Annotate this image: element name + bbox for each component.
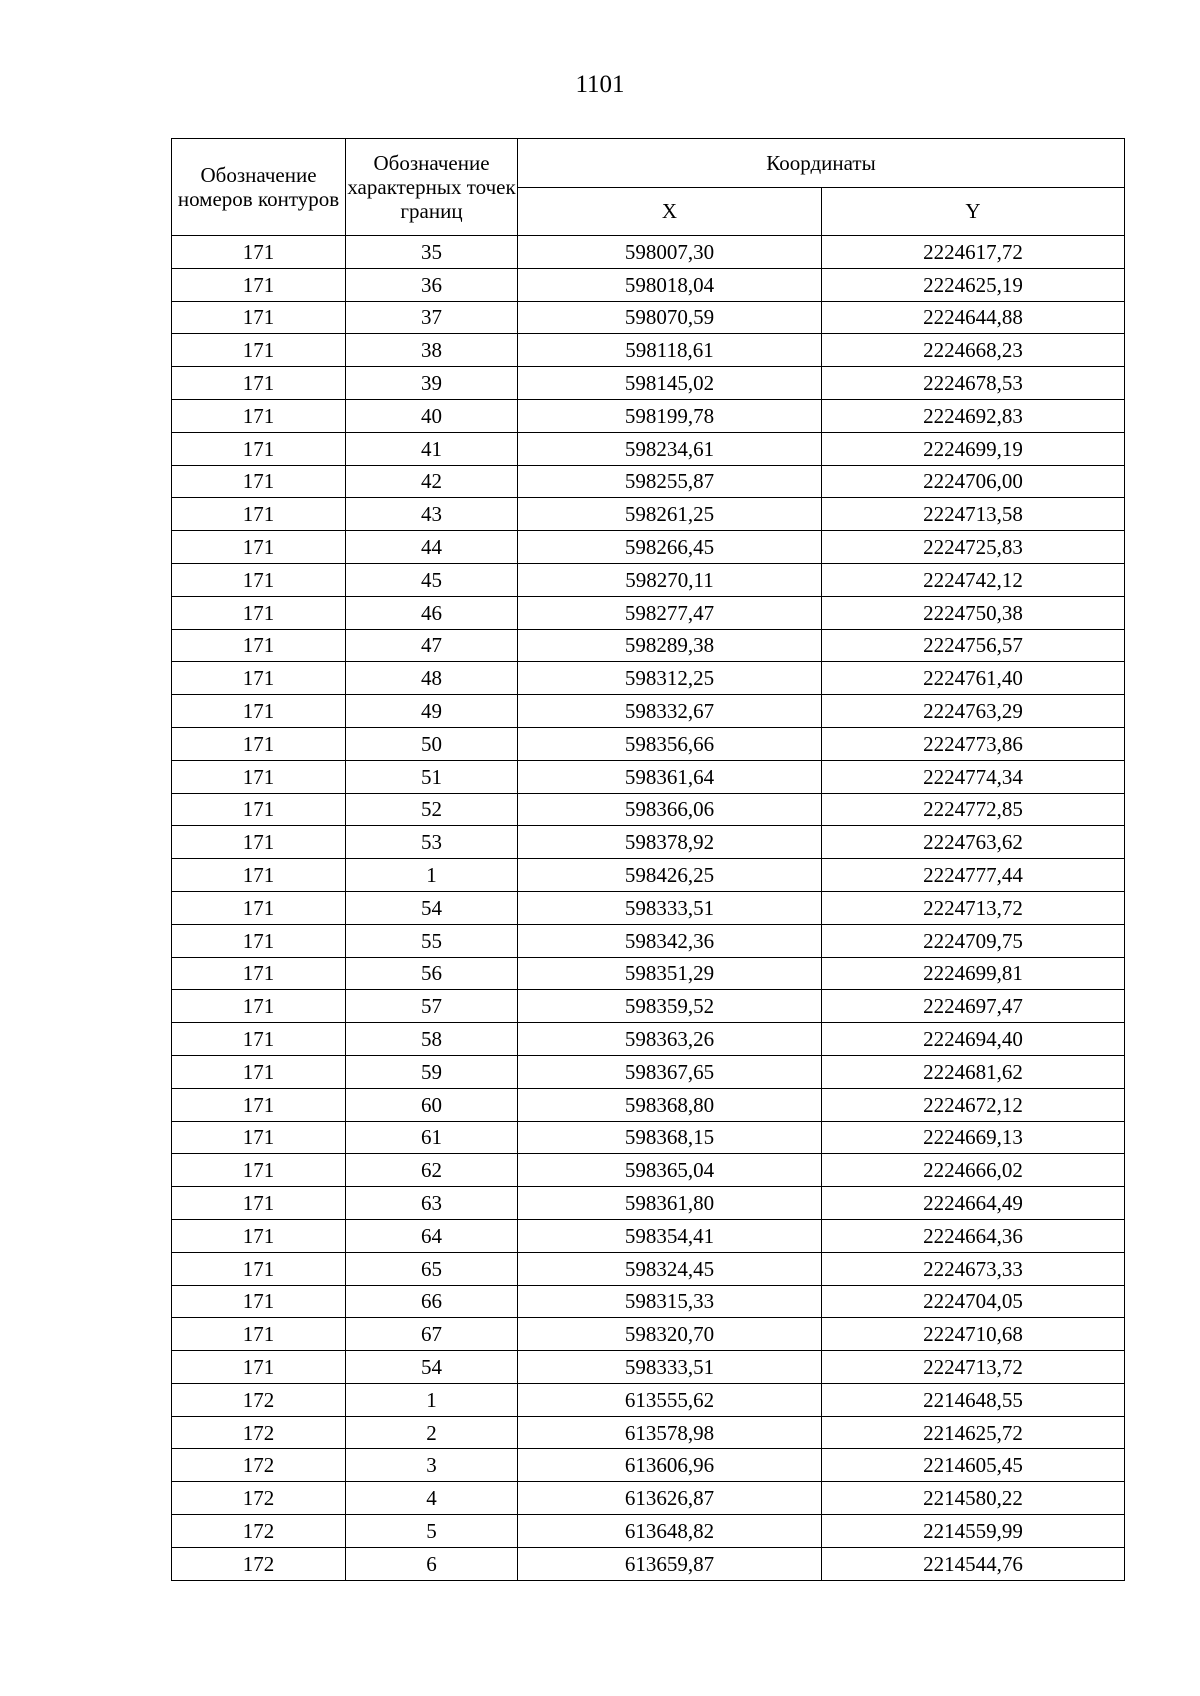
cell-x: 598363,26 [518, 1023, 822, 1056]
table-row [172, 563, 1125, 596]
cell-point: 54 [346, 891, 518, 924]
cell-point: 52 [346, 793, 518, 826]
cell-y: 2224773,86 [822, 727, 1125, 760]
cell-y: 2224742,12 [822, 563, 1125, 596]
cell-x: 598018,04 [518, 268, 822, 301]
cell-point: 59 [346, 1055, 518, 1088]
table-row [172, 1515, 1125, 1548]
cell-contour: 171 [172, 957, 346, 990]
table-row [172, 301, 1125, 334]
cell-y: 2224681,62 [822, 1055, 1125, 1088]
table-row [172, 432, 1125, 465]
cell-x: 598320,70 [518, 1318, 822, 1351]
cell-y: 2224699,81 [822, 957, 1125, 990]
cell-point: 54 [346, 1351, 518, 1384]
table-row [172, 1219, 1125, 1252]
cell-y: 2224756,57 [822, 629, 1125, 662]
cell-x: 613555,62 [518, 1383, 822, 1416]
table-row [172, 1088, 1125, 1121]
cell-y: 2224697,47 [822, 990, 1125, 1023]
cell-point: 43 [346, 498, 518, 531]
cell-x: 598342,36 [518, 924, 822, 957]
table-row [172, 1318, 1125, 1351]
cell-y: 2224706,00 [822, 465, 1125, 498]
cell-y: 2224625,19 [822, 268, 1125, 301]
cell-point: 56 [346, 957, 518, 990]
cell-contour: 171 [172, 1023, 346, 1056]
cell-point: 62 [346, 1154, 518, 1187]
cell-y: 2224672,12 [822, 1088, 1125, 1121]
cell-x: 598315,33 [518, 1285, 822, 1318]
cell-y: 2224664,49 [822, 1187, 1125, 1220]
table-row [172, 924, 1125, 957]
cell-x: 598312,25 [518, 662, 822, 695]
header-x: X [518, 187, 822, 236]
cell-y: 2214625,72 [822, 1416, 1125, 1449]
cell-x: 598354,41 [518, 1219, 822, 1252]
table-row [172, 1187, 1125, 1220]
cell-point: 55 [346, 924, 518, 957]
cell-x: 598361,80 [518, 1187, 822, 1220]
cell-point: 64 [346, 1219, 518, 1252]
cell-x: 598365,04 [518, 1154, 822, 1187]
cell-y: 2224699,19 [822, 432, 1125, 465]
cell-x: 613578,98 [518, 1416, 822, 1449]
cell-point: 65 [346, 1252, 518, 1285]
header-coordinates: Координаты [518, 139, 1125, 188]
cell-x: 598361,64 [518, 760, 822, 793]
cell-contour: 171 [172, 924, 346, 957]
cell-point: 1 [346, 1383, 518, 1416]
table-row [172, 268, 1125, 301]
table-row [172, 1055, 1125, 1088]
table-row [172, 891, 1125, 924]
cell-point: 2 [346, 1416, 518, 1449]
table-row [172, 1154, 1125, 1187]
cell-point: 39 [346, 367, 518, 400]
table-row [172, 596, 1125, 629]
cell-point: 40 [346, 399, 518, 432]
cell-contour: 171 [172, 1055, 346, 1088]
table-row [172, 1547, 1125, 1580]
cell-point: 45 [346, 563, 518, 596]
header-y: Y [822, 187, 1125, 236]
cell-point: 41 [346, 432, 518, 465]
cell-contour: 171 [172, 498, 346, 531]
cell-contour: 171 [172, 1252, 346, 1285]
cell-y: 2224763,29 [822, 695, 1125, 728]
cell-x: 598368,80 [518, 1088, 822, 1121]
cell-y: 2224761,40 [822, 662, 1125, 695]
cell-x: 598367,65 [518, 1055, 822, 1088]
cell-contour: 171 [172, 367, 346, 400]
cell-y: 2224710,68 [822, 1318, 1125, 1351]
table-body [172, 236, 1125, 1581]
cell-contour: 171 [172, 1285, 346, 1318]
cell-x: 598261,25 [518, 498, 822, 531]
cell-x: 598145,02 [518, 367, 822, 400]
cell-x: 598266,45 [518, 531, 822, 564]
table-row [172, 727, 1125, 760]
cell-y: 2224668,23 [822, 334, 1125, 367]
table-row [172, 629, 1125, 662]
cell-y: 2224772,85 [822, 793, 1125, 826]
cell-contour: 171 [172, 563, 346, 596]
cell-y: 2224709,75 [822, 924, 1125, 957]
table-header [172, 139, 1125, 236]
table-row [172, 367, 1125, 400]
cell-x: 598324,45 [518, 1252, 822, 1285]
cell-contour: 171 [172, 465, 346, 498]
cell-contour: 171 [172, 990, 346, 1023]
table-row [172, 1121, 1125, 1154]
cell-point: 60 [346, 1088, 518, 1121]
cell-contour: 171 [172, 727, 346, 760]
table-row [172, 1351, 1125, 1384]
cell-y: 2224669,13 [822, 1121, 1125, 1154]
cell-contour: 171 [172, 859, 346, 892]
cell-x: 598270,11 [518, 563, 822, 596]
cell-x: 598378,92 [518, 826, 822, 859]
cell-point: 1 [346, 859, 518, 892]
cell-y: 2224774,34 [822, 760, 1125, 793]
cell-point: 57 [346, 990, 518, 1023]
cell-contour: 171 [172, 826, 346, 859]
cell-contour: 171 [172, 629, 346, 662]
table-row [172, 1252, 1125, 1285]
cell-x: 598332,67 [518, 695, 822, 728]
cell-contour: 171 [172, 1154, 346, 1187]
cell-x: 598234,61 [518, 432, 822, 465]
table-row [172, 1023, 1125, 1056]
cell-y: 2214648,55 [822, 1383, 1125, 1416]
cell-y: 2214559,99 [822, 1515, 1125, 1548]
cell-x: 598289,38 [518, 629, 822, 662]
cell-y: 2224725,83 [822, 531, 1125, 564]
cell-y: 2224673,33 [822, 1252, 1125, 1285]
cell-contour: 171 [172, 268, 346, 301]
cell-point: 46 [346, 596, 518, 629]
cell-contour: 171 [172, 1121, 346, 1154]
cell-point: 35 [346, 236, 518, 269]
table-row [172, 662, 1125, 695]
cell-contour: 171 [172, 1351, 346, 1384]
coordinates-table [171, 138, 1125, 1581]
cell-y: 2224713,72 [822, 891, 1125, 924]
cell-contour: 171 [172, 1187, 346, 1220]
header-boundary-points: Обозначение характерных точек границ [346, 139, 518, 236]
cell-contour: 171 [172, 1318, 346, 1351]
cell-contour: 171 [172, 1088, 346, 1121]
cell-y: 2224664,36 [822, 1219, 1125, 1252]
cell-point: 67 [346, 1318, 518, 1351]
cell-x: 598277,47 [518, 596, 822, 629]
cell-contour: 172 [172, 1515, 346, 1548]
cell-contour: 171 [172, 1219, 346, 1252]
cell-point: 49 [346, 695, 518, 728]
cell-contour: 171 [172, 695, 346, 728]
cell-contour: 171 [172, 662, 346, 695]
cell-y: 2224763,62 [822, 826, 1125, 859]
cell-contour: 171 [172, 891, 346, 924]
cell-point: 4 [346, 1482, 518, 1515]
table-row [172, 1482, 1125, 1515]
table-row [172, 695, 1125, 728]
cell-y: 2224713,72 [822, 1351, 1125, 1384]
cell-point: 44 [346, 531, 518, 564]
table-row [172, 990, 1125, 1023]
cell-point: 36 [346, 268, 518, 301]
cell-x: 598359,52 [518, 990, 822, 1023]
table-row [172, 465, 1125, 498]
cell-point: 48 [346, 662, 518, 695]
cell-x: 613648,82 [518, 1515, 822, 1548]
table-row [172, 957, 1125, 990]
cell-x: 598368,15 [518, 1121, 822, 1154]
cell-contour: 172 [172, 1547, 346, 1580]
cell-x: 598118,61 [518, 334, 822, 367]
cell-point: 5 [346, 1515, 518, 1548]
cell-contour: 171 [172, 531, 346, 564]
table-row [172, 399, 1125, 432]
table-row [172, 1449, 1125, 1482]
cell-y: 2224666,02 [822, 1154, 1125, 1187]
cell-x: 598426,25 [518, 859, 822, 892]
cell-x: 598070,59 [518, 301, 822, 334]
cell-y: 2214544,76 [822, 1547, 1125, 1580]
table-row [172, 1383, 1125, 1416]
cell-contour: 171 [172, 760, 346, 793]
cell-y: 2214605,45 [822, 1449, 1125, 1482]
cell-x: 598199,78 [518, 399, 822, 432]
cell-x: 598255,87 [518, 465, 822, 498]
cell-y: 2224644,88 [822, 301, 1125, 334]
table-row [172, 236, 1125, 269]
cell-contour: 171 [172, 596, 346, 629]
cell-point: 66 [346, 1285, 518, 1318]
cell-point: 3 [346, 1449, 518, 1482]
cell-contour: 171 [172, 334, 346, 367]
cell-contour: 172 [172, 1449, 346, 1482]
table-row [172, 859, 1125, 892]
cell-contour: 171 [172, 399, 346, 432]
cell-contour: 171 [172, 236, 346, 269]
cell-y: 2224694,40 [822, 1023, 1125, 1056]
table-row [172, 334, 1125, 367]
table-row [172, 1285, 1125, 1318]
cell-y: 2224617,72 [822, 236, 1125, 269]
cell-point: 53 [346, 826, 518, 859]
cell-x: 598007,30 [518, 236, 822, 269]
cell-point: 37 [346, 301, 518, 334]
cell-contour: 172 [172, 1482, 346, 1515]
cell-point: 6 [346, 1547, 518, 1580]
table-row [172, 826, 1125, 859]
header-contour-numbers: Обозначение номеров контуров [172, 139, 346, 236]
page-number: 1101 [575, 71, 625, 98]
cell-point: 47 [346, 629, 518, 662]
cell-y: 2224713,58 [822, 498, 1125, 531]
cell-point: 51 [346, 760, 518, 793]
cell-x: 598356,66 [518, 727, 822, 760]
cell-point: 50 [346, 727, 518, 760]
cell-y: 2224678,53 [822, 367, 1125, 400]
cell-contour: 172 [172, 1383, 346, 1416]
table-row [172, 760, 1125, 793]
cell-x: 613626,87 [518, 1482, 822, 1515]
cell-point: 38 [346, 334, 518, 367]
table-row [172, 1416, 1125, 1449]
cell-x: 598366,06 [518, 793, 822, 826]
cell-y: 2224750,38 [822, 596, 1125, 629]
cell-contour: 172 [172, 1416, 346, 1449]
cell-x: 613606,96 [518, 1449, 822, 1482]
cell-point: 58 [346, 1023, 518, 1056]
cell-x: 613659,87 [518, 1547, 822, 1580]
cell-y: 2224692,83 [822, 399, 1125, 432]
cell-x: 598333,51 [518, 891, 822, 924]
cell-y: 2224704,05 [822, 1285, 1125, 1318]
cell-contour: 171 [172, 793, 346, 826]
cell-contour: 171 [172, 301, 346, 334]
table-row [172, 498, 1125, 531]
table-row [172, 793, 1125, 826]
cell-point: 42 [346, 465, 518, 498]
table-row [172, 531, 1125, 564]
cell-x: 598333,51 [518, 1351, 822, 1384]
cell-point: 63 [346, 1187, 518, 1220]
cell-y: 2214580,22 [822, 1482, 1125, 1515]
cell-contour: 171 [172, 432, 346, 465]
cell-point: 61 [346, 1121, 518, 1154]
cell-x: 598351,29 [518, 957, 822, 990]
cell-y: 2224777,44 [822, 859, 1125, 892]
